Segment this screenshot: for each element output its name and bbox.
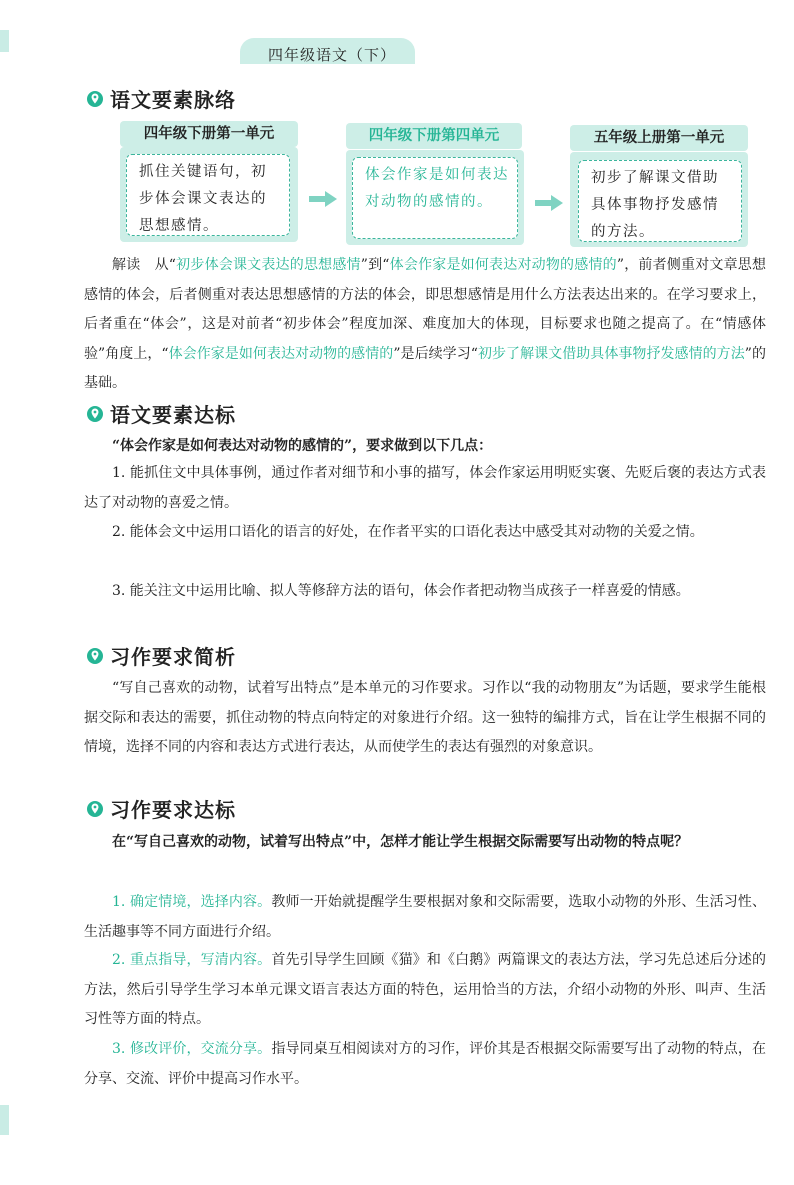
flow-box-1: 抓住关键语句，初步体会课文表达的思想感情。 bbox=[126, 154, 290, 236]
text-run: ”是后续学习“ bbox=[393, 345, 478, 362]
section-heading-4 bbox=[86, 794, 236, 823]
item-body: 教师一开始就提醒学生要根据对象和交际需要，选取小动物的外形、生活习性、生活趣事等不同方面进行介绍。 bbox=[84, 894, 767, 940]
interpretation-lead: 解读 bbox=[112, 257, 141, 273]
section-title: 习作要求达标 bbox=[110, 798, 236, 822]
flow-box-2: 体会作家是如何表达对动物的感情的。 bbox=[352, 157, 518, 239]
item-head: 2. 重点指导，写清内容。 bbox=[112, 952, 272, 968]
requirement-intro: “体会作家是如何表达对动物的感情的”，要求做到以下几点： bbox=[112, 438, 493, 454]
flow-label-1: 四年级下册第一单元 bbox=[120, 121, 298, 147]
highlight-run: 体会作家是如何表达对动物的感情的 bbox=[168, 345, 394, 362]
section-heading-3 bbox=[86, 641, 236, 670]
interpretation-paragraph bbox=[84, 251, 766, 399]
writing-goal-item-3 bbox=[84, 1035, 766, 1094]
text-run: 从“ bbox=[154, 257, 176, 273]
section-title: 习作要求简析 bbox=[110, 645, 236, 669]
item-body: 首先引导学生回顾《猫》和《白鹅》两篇课文的表达方法，学习先总述后分述的方法，然后引导学生学习本单元课文语言表达方面的特色，运用恰当的方法，介绍小动物的外形、叫声、生活习性等方面的特点。 bbox=[84, 952, 767, 1027]
writing-goal-item-2 bbox=[84, 946, 766, 1035]
item-body: 指导同桌互相阅读对方的习作，评价其是否根据交际需要写出了动物的特点，在分享、交流、评价中提高习作水平。 bbox=[84, 1041, 767, 1087]
section-title: 语文要素达标 bbox=[110, 403, 236, 427]
location-pin-icon bbox=[86, 800, 104, 818]
item-head: 3. 修改评价，交流分享。 bbox=[112, 1041, 272, 1057]
text-run: ”的基础。 bbox=[84, 345, 766, 391]
writing-goal-intro: 在“写自己喜欢的动物，试着写出特点”中，怎样才能让学生根据交际需要写出动物的特点呢？ bbox=[112, 834, 689, 850]
text-run: ”，前者侧重对文章思想感情的体会，后者侧重对表达思想感情的方法的体会，即思想感情是用什么方法表达出来的。在学习要求上，后者重在“体会”，这是对前者“初步体会”程度加深、难度加大的体现，目标要求也随之提高了。在“情感体验”角度上，“ bbox=[84, 257, 766, 362]
highlight-run: 体会作家是如何表达对动物的感情的 bbox=[389, 257, 617, 273]
flow-label-3: 五年级上册第一单元 bbox=[570, 125, 748, 151]
section-title: 语文要素脉络 bbox=[110, 88, 236, 112]
location-pin-icon bbox=[86, 90, 104, 108]
location-pin-icon bbox=[86, 405, 104, 423]
requirement-item-3: 3. 能关注文中运用比喻、拟人等修辞方法的语句，体会作者把动物当成孩子一样喜爱的情感。 bbox=[112, 583, 690, 599]
text-run: ”到“ bbox=[360, 257, 390, 273]
highlight-run: 初步了解课文借助具体事物抒发感情的方法 bbox=[477, 345, 745, 362]
writing-goal-item-1 bbox=[84, 888, 766, 947]
flow-label-2: 四年级下册第四单元 bbox=[346, 123, 522, 149]
page-header-title: 四年级语文（下） bbox=[268, 46, 397, 64]
location-pin-icon bbox=[86, 647, 104, 665]
section-heading-2 bbox=[86, 399, 236, 428]
arrow-right-icon bbox=[535, 195, 563, 211]
margin-strip-bottom bbox=[0, 1105, 9, 1135]
requirement-item-2: 2. 能体会文中运用口语化的语言的好处，在作者平实的口语化表达中感受其对动物的关爱之情。 bbox=[112, 524, 704, 540]
writing-analysis-paragraph: “写自己喜欢的动物，试着写出特点”是本单元的习作要求。习作以“我的动物朋友”为话题，要求学生能根据交际和表达的需要，抓住动物的特点向特定的对象进行介绍。这一独特的编排方式，旨在让学生根据不同的情境，选择不同的内容和表达方式进行表达，从而使学生的表达有强烈的对象意识。 bbox=[84, 680, 766, 755]
highlight-run: 初步体会课文表达的思想感情 bbox=[175, 257, 361, 273]
requirement-item-1: 1. 能抓住文中具体事例，通过作者对细节和小事的描写，体会作家运用明贬实褒、先贬后褒的表达方式表达了对动物的喜爱之情。 bbox=[84, 465, 766, 511]
margin-strip-top bbox=[0, 30, 9, 52]
item-head: 1. 确定情境，选择内容。 bbox=[112, 894, 272, 910]
section-heading-1 bbox=[86, 84, 236, 113]
arrow-right-icon bbox=[309, 191, 337, 207]
flow-box-3: 初步了解课文借助具体事物抒发感情的方法。 bbox=[578, 160, 742, 242]
